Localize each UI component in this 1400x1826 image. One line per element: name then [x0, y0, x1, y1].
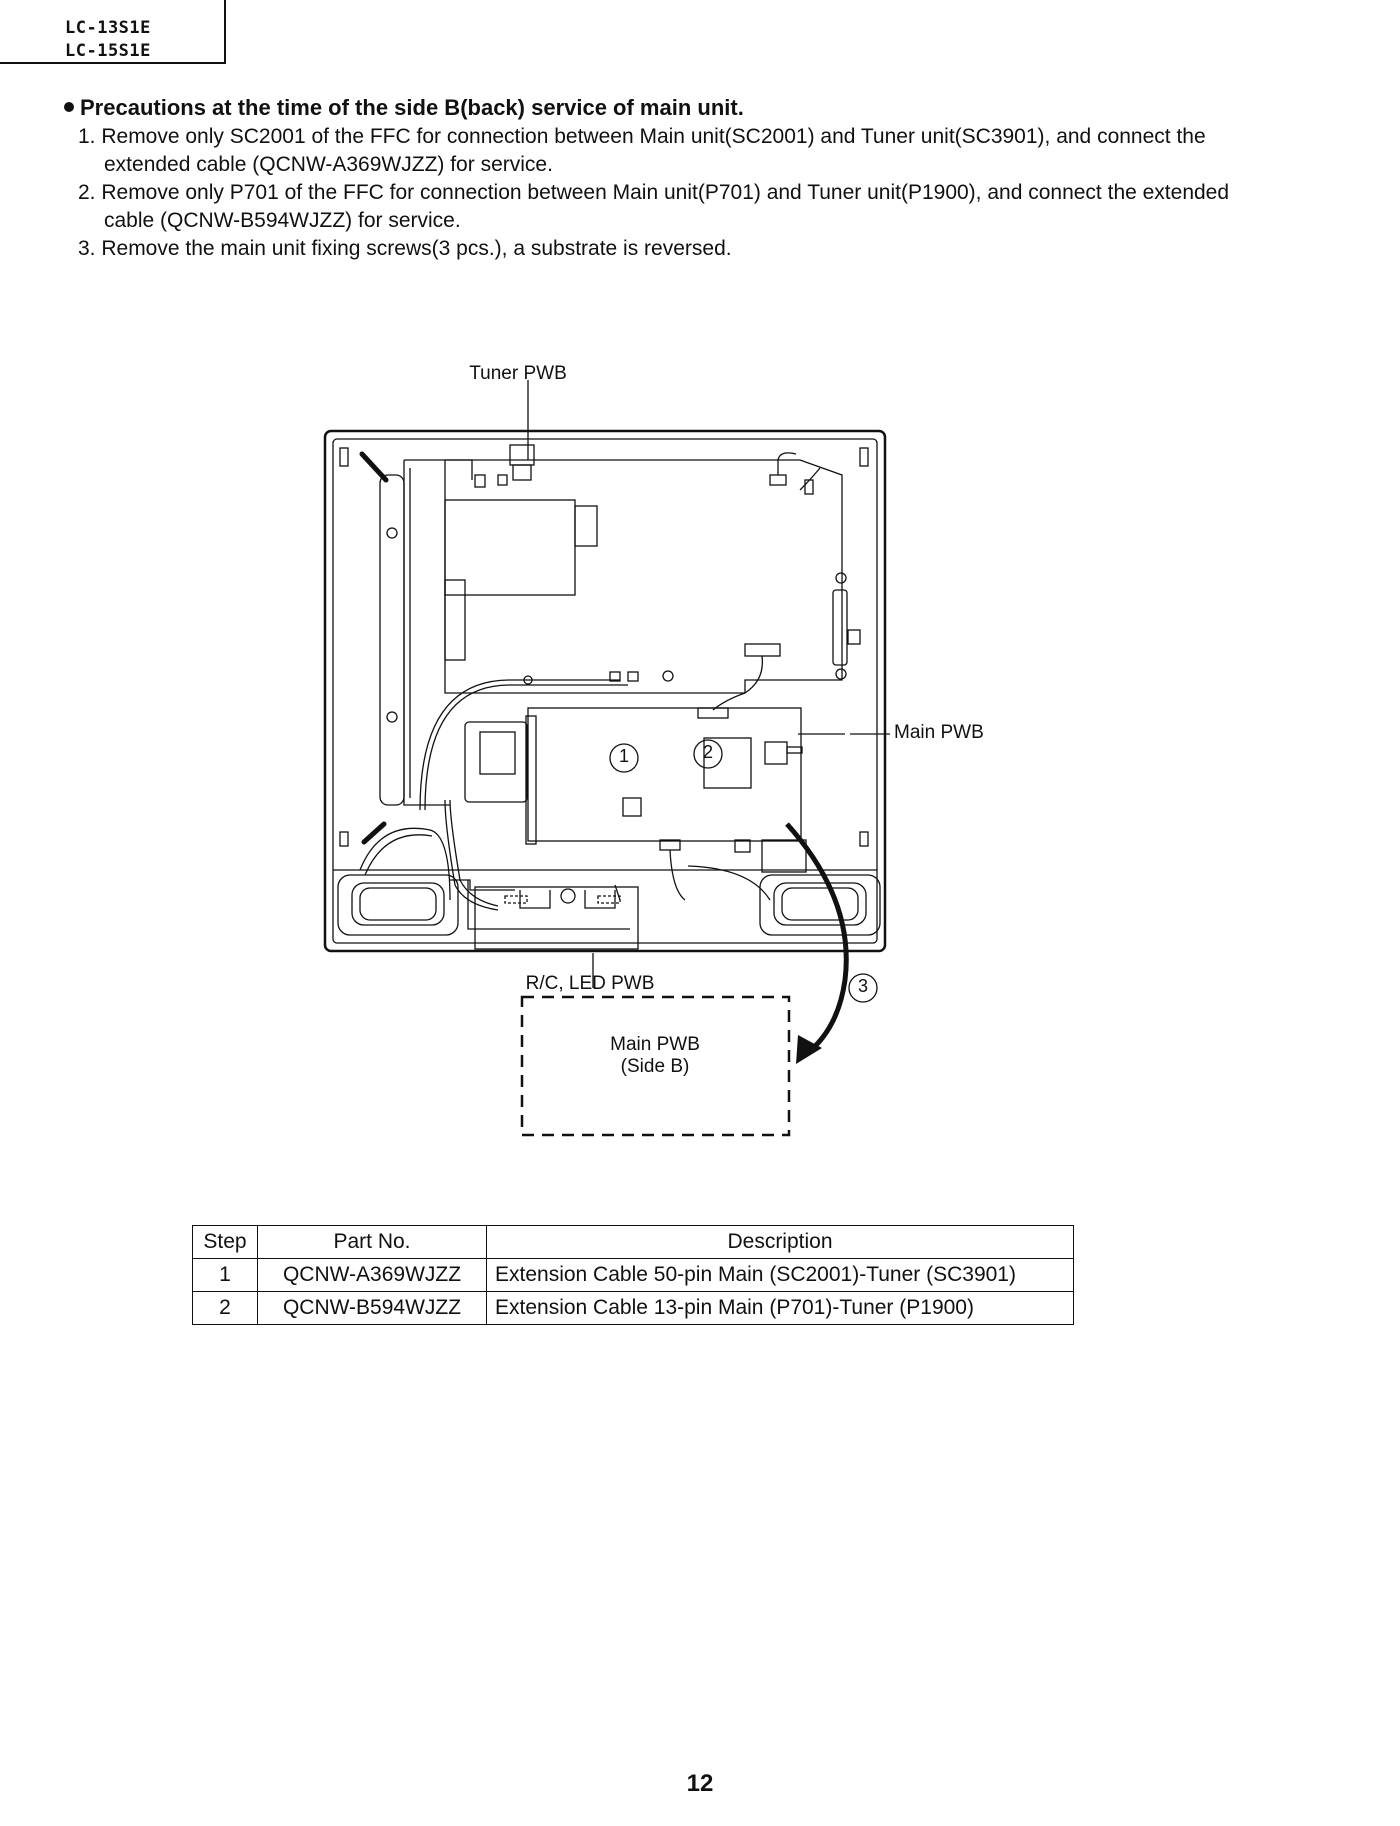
- procedure-step: 1. Remove only SC2001 of the FFC for connection between Main unit(SC2001) and Tuner unit(SC3901), and connect the extended cable (QCNW-A369WJZZ) for service.: [78, 125, 1206, 176]
- table-cell: 2: [193, 1292, 258, 1325]
- connector-p1900: [745, 644, 780, 656]
- cabinet-outline: [325, 431, 885, 951]
- procedure-steps: [78, 123, 1258, 263]
- section-title: Precautions at the time of the side B(back) service of main unit.: [80, 95, 744, 120]
- main-pwb-label: Main PWB: [894, 722, 984, 743]
- table-header-row: [193, 1226, 1074, 1259]
- table-cell: Extension Cable 50-pin Main (SC2001)-Tuner (SC3901): [487, 1259, 1074, 1292]
- side-b-label: Main PWB: [610, 1034, 700, 1055]
- rc-led-pwb-label: R/C, LED PWB: [525, 973, 655, 994]
- table-row: [193, 1259, 1074, 1292]
- procedure-step: 3. Remove the main unit fixing screws(3 pcs.), a substrate is reversed.: [78, 237, 732, 260]
- parts-table: [192, 1225, 1074, 1325]
- table-cell: 1: [193, 1259, 258, 1292]
- tuner-board: [445, 460, 842, 693]
- model-number: LC-15S1E: [65, 41, 151, 61]
- column-header: Description: [487, 1226, 1074, 1259]
- procedure-step: 2. Remove only P701 of the FFC for connection between Main unit(P701) and Tuner unit(P1900), and connect the extended cable (QCNW-B594WJZZ) for service.: [78, 181, 1230, 232]
- column-header: Step: [193, 1226, 258, 1259]
- callout-number: 3: [857, 976, 869, 996]
- speaker-right: [760, 875, 880, 935]
- model-number-box: [0, 0, 226, 64]
- table-cell: QCNW-B594WJZZ: [258, 1292, 487, 1325]
- page-number: 12: [686, 1770, 714, 1797]
- side-b-label: (Side B): [620, 1056, 690, 1077]
- model-number: LC-13S1E: [65, 18, 151, 38]
- main-board: [528, 708, 801, 841]
- flip-arrow: [787, 824, 846, 1055]
- section-heading: [64, 95, 744, 121]
- table-cell: QCNW-A369WJZZ: [258, 1259, 487, 1292]
- callout-number: 1: [618, 746, 630, 766]
- column-header: Part No.: [258, 1226, 487, 1259]
- service-diagram: [300, 363, 1040, 1140]
- speaker-left: [338, 875, 458, 935]
- tuner-pwb-label: Tuner PWB: [469, 363, 567, 384]
- table-row: [193, 1292, 1074, 1325]
- cabinet-inner: [333, 439, 877, 943]
- bullet-icon: [64, 102, 74, 112]
- callout-number: 2: [702, 742, 714, 762]
- table-cell: Extension Cable 13-pin Main (P701)-Tuner (P1900): [487, 1292, 1074, 1325]
- unit-illustration: [300, 380, 1040, 1140]
